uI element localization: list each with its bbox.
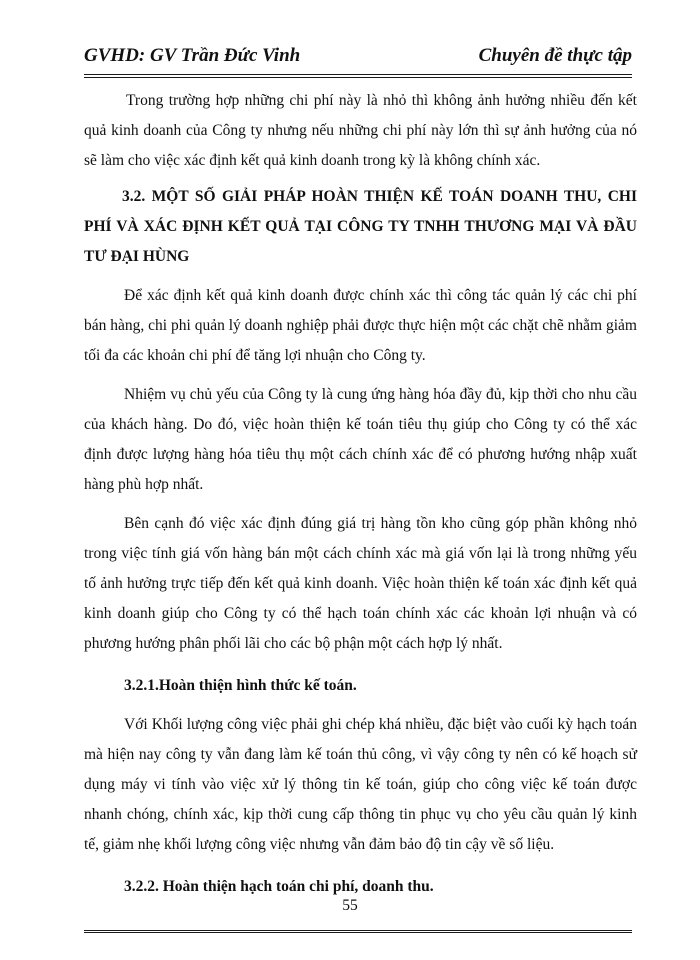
paragraph-cost-management: Để xác định kết quả kinh doanh được chính xác thì công tác quản lý các chi phí bán hàng, chi phi quản lý doanh nghiệp phải được thực hiện một các chặt chẽ nhằm giảm tối đa các khoản chi phí để tăng lợi nhuận cho Công ty. [84,287,637,364]
footer-divider [84,930,632,933]
section-3-2-heading: 3.2. MỘT SỐ GIẢI PHÁP HOÀN THIỆN KẾ TOÁN DOANH THU, CHI PHÍ VÀ XÁC ĐỊNH KẾT QUẢ TẠI CÔNG TY TNHH THƯƠNG MẠI VÀ ĐẦU TƯ ĐẠI HÙNG [84,188,637,265]
subsection-3-2-1-heading: 3.2.1.Hoàn thiện hình thức kế toán. [124,677,357,694]
paragraph-company-duties: Nhiệm vụ chủ yếu của Công ty là cung ứng hàng hóa đầy đủ, kịp thời cho nhu cầu của khách hàng. Do đó, việc hoàn thiện kế toán tiêu thụ giúp cho Công ty có thể xác định được lượng hàng hóa tiêu thụ một cách chính xác để có phương hướng nhập xuất hàng phù hợp nhất. [84,386,637,493]
subsection-3-2-2-heading: 3.2.2. Hoàn thiện hạch toán chi phí, doanh thu. [124,878,434,895]
report-title-label: Chuyên đề thực tập [478,45,632,66]
supervisor-label: GVHD: GV Trần Đức Vinh [84,45,301,66]
paragraph-inventory-value: Bên cạnh đó việc xác định đúng giá trị hàng tồn kho cũng góp phần không nhỏ trong việc tính giá vốn hàng bán một cách chính xác mà giá vốn lại là trong những yếu tố ảnh hưởng trực tiếp đến kết quả kinh doanh. Việc hoàn thiện kế toán xác định kết quả kinh doanh giúp cho Công ty có thể hạch toán chính xác các khoản lợi nhuận và có phương hướng phân phối lãi cho các bộ phận một cách hợp lý nhất. [84,515,637,652]
page-body [84,80,637,902]
paragraph-accounting-form: Với Khối lượng công việc phải ghi chép khá nhiều, đặc biệt vào cuối kỳ hạch toán mà hiện nay công ty vẫn đang làm kế toán thủ công, vì vậy công ty nên có kế hoạch sử dụng máy vi tính vào việc xử lý thông tin kế toán, giúp cho công việc kế toán được nhanh chóng, chính xác, kịp thời cung cấp thông tin phục vụ cho yêu cầu quản lý kinh tế, giảm nhẹ khối lượng công việc nhưng vẫn đảm bảo độ tin cậy về số liệu. [84,716,637,853]
page-header [84,40,632,78]
intro-paragraph: Trong trường hợp những chi phí này là nhỏ thì không ảnh hưởng nhiều đến kết quả kinh doanh của Công ty nhưng nếu những chi phí này lớn thì sự ảnh hưởng của nó sẽ làm cho việc xác định kết quả kinh doanh trong kỳ là không chính xác. [84,92,637,169]
page-number: 55 [342,897,358,914]
